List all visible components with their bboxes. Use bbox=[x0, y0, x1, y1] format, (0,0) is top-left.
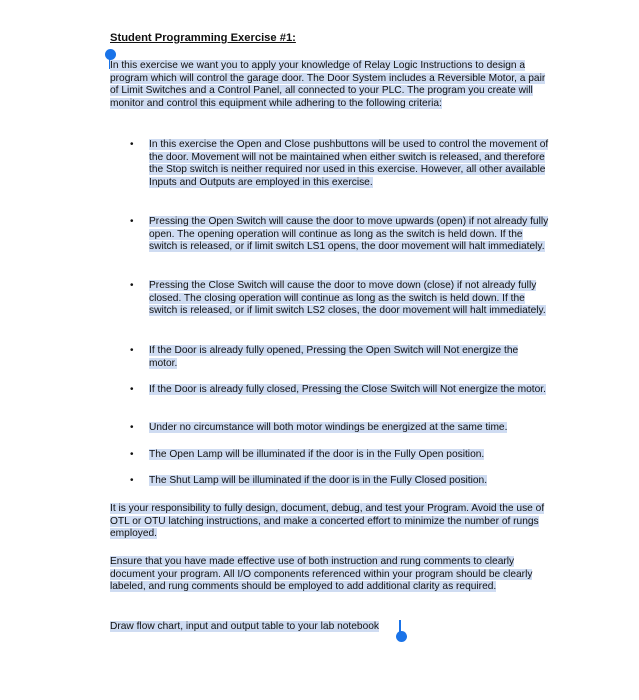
criteria-text: Under no circumstance will both motor windings be energized at the same time. bbox=[149, 422, 508, 433]
criteria-text: Pressing the Close Switch will cause the door to move down (close) if not already fully closed. The closing operation will continue as long as the switch is held down. If the switch is released, or if limit switch LS2 closes, the door movement will halt immediately. bbox=[149, 280, 546, 317]
comments-text: Ensure that you have made effective use of both instruction and rung comments to clearly document your program. All I/O components referenced within your program should be clearly labeled, and rung comments should be employed to add additional clarity as required. bbox=[110, 556, 533, 593]
criteria-text: The Shut Lamp will be illuminated if the door is in the Fully Closed position. bbox=[149, 475, 488, 486]
bullet-icon: • bbox=[130, 139, 134, 150]
intro-text: In this exercise we want you to apply your knowledge of Relay Logic Instructions to design a program which will control the garage door. The Door System includes a Reversible Motor, a pair of Limit Switches and a Control Panel, all connected to your PLC. The program you create will monitor and control this equipment while adhering to the following criteria: bbox=[110, 60, 546, 109]
criteria-text: Pressing the Open Switch will cause the door to move upwards (open) if not already fully open. The opening operation will continue as long as the switch is held down. If the switch is released, or if limit switch LS1 opens, the door movement will halt immediately. bbox=[149, 216, 549, 253]
bullet-icon: • bbox=[130, 384, 134, 395]
bullet-icon: • bbox=[130, 422, 134, 433]
bullet-icon: • bbox=[130, 475, 134, 486]
bullet-icon: • bbox=[130, 280, 134, 291]
notebook-text: Draw flow chart, input and output table to your lab notebook bbox=[110, 621, 380, 632]
criteria-text: The Open Lamp will be illuminated if the door is in the Fully Open position. bbox=[149, 449, 485, 460]
selection-end-handle[interactable] bbox=[396, 631, 407, 642]
bullet-icon: • bbox=[130, 449, 134, 460]
responsibility-text: It is your responsibility to fully design, document, debug, and test your Program. Avoid the use of OTL or OTU latching instructions, and make a concerted effort to minimize the number of rungs employed. bbox=[110, 503, 545, 540]
document-title: Student Programming Exercise #1: bbox=[110, 32, 296, 44]
bullet-icon: • bbox=[130, 216, 134, 227]
intro-paragraph bbox=[110, 60, 548, 110]
comments-paragraph bbox=[110, 556, 548, 594]
bullet-icon: • bbox=[130, 345, 134, 356]
criteria-text: If the Door is already fully closed, Pressing the Close Switch will Not energize the motor. bbox=[149, 384, 546, 395]
criteria-text: In this exercise the Open and Close pushbuttons will be used to control the movement of the door. Movement will not be maintained when either switch is released, and therefore the Stop switch is neither required nor used in this exercise. However, all other available Inputs and Outputs are employed in this exercise. bbox=[149, 139, 549, 188]
notebook-paragraph bbox=[110, 621, 548, 634]
criteria-text: If the Door is already fully opened, Pressing the Open Switch will Not energize the motor. bbox=[149, 345, 519, 369]
responsibility-paragraph bbox=[110, 503, 548, 541]
